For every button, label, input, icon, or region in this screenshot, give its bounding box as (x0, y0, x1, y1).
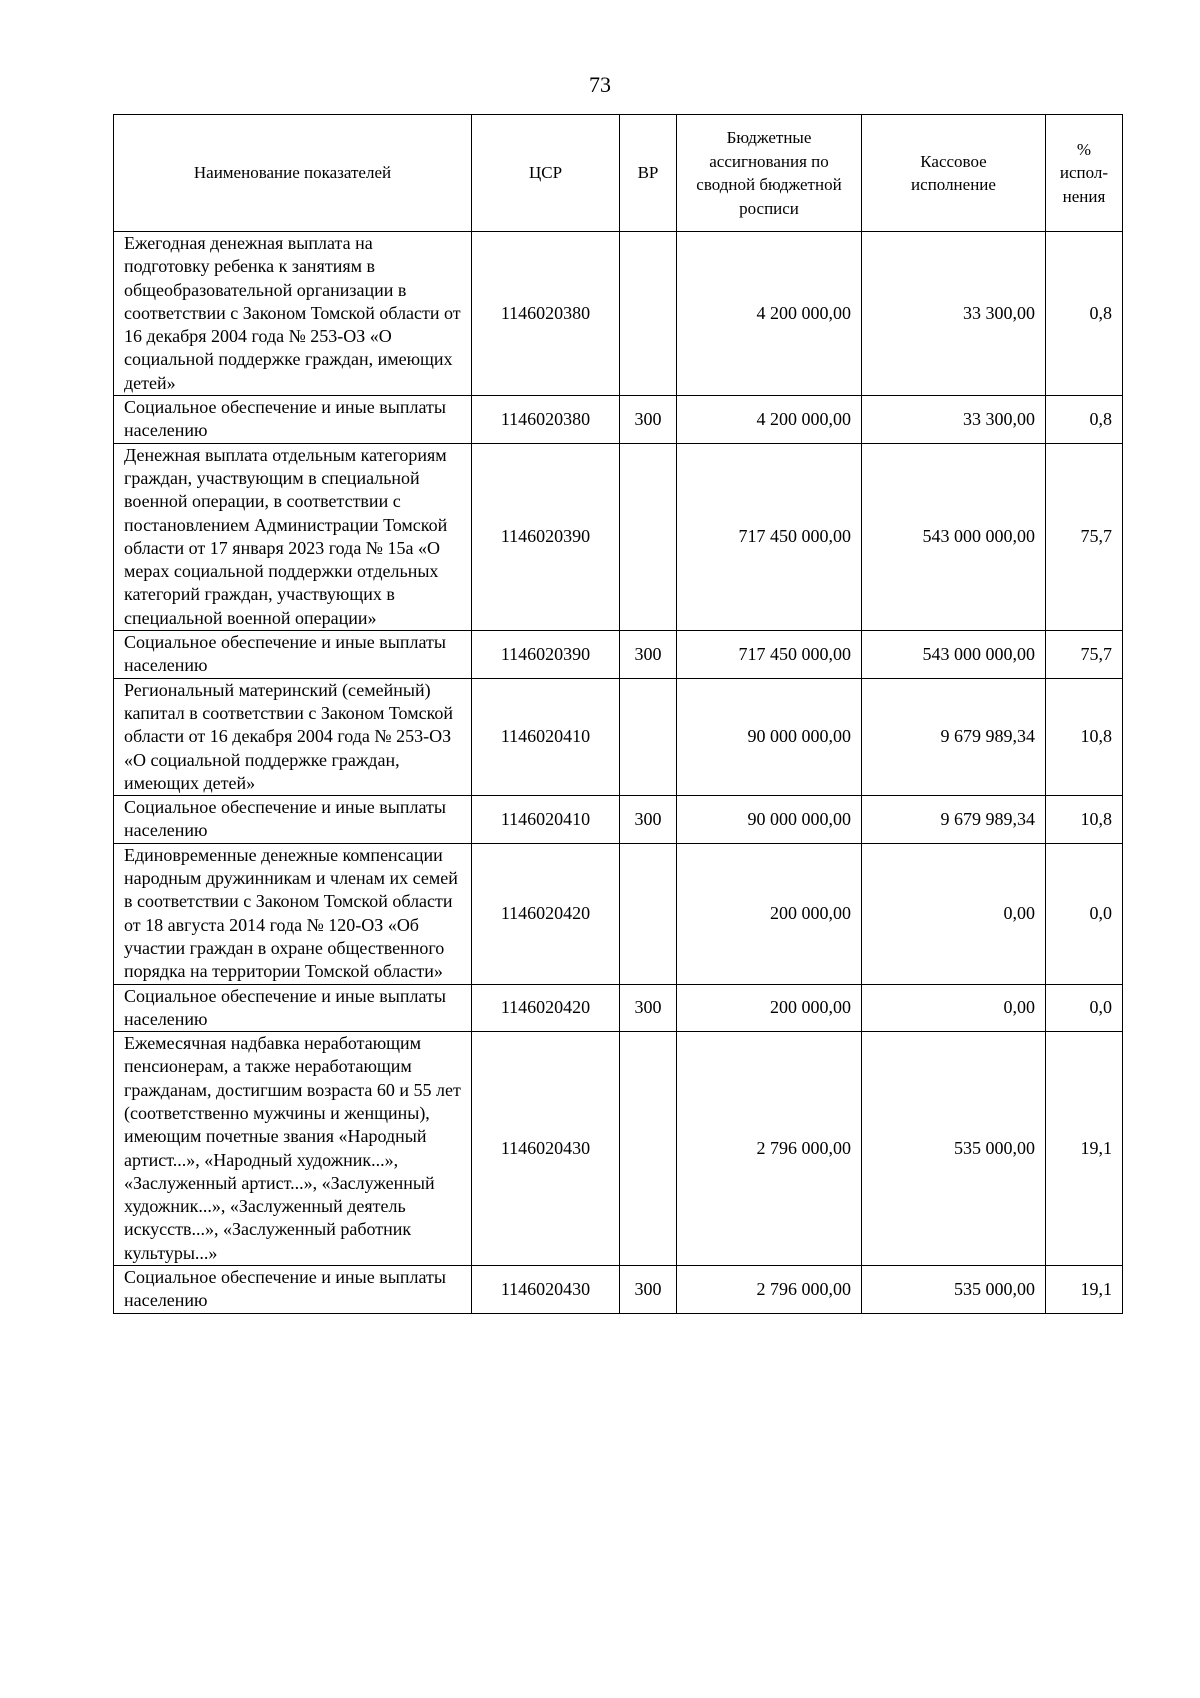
cell-vr: 300 (620, 396, 677, 444)
cell-pct: 0,0 (1046, 843, 1123, 984)
cell-name: Социальное обеспечение и иные выплаты населению (114, 796, 472, 844)
cell-fact: 9 679 989,34 (862, 678, 1046, 795)
cell-vr (620, 232, 677, 396)
budget-execution-table (113, 114, 1123, 1314)
cell-fact: 0,00 (862, 843, 1046, 984)
cell-plan: 4 200 000,00 (677, 396, 862, 444)
cell-pct: 0,0 (1046, 984, 1123, 1032)
cell-plan: 4 200 000,00 (677, 232, 862, 396)
cell-fact: 543 000 000,00 (862, 443, 1046, 630)
cell-vr: 300 (620, 796, 677, 844)
table-body (114, 232, 1123, 1314)
header-plan: Бюджетные ассигнования по сводной бюджетной росписи (677, 115, 862, 232)
table-row (114, 678, 1123, 795)
cell-plan: 90 000 000,00 (677, 796, 862, 844)
cell-csr: 1146020390 (472, 443, 620, 630)
table-header-row (114, 115, 1123, 232)
cell-csr: 1146020420 (472, 984, 620, 1032)
cell-fact: 535 000,00 (862, 1032, 1046, 1266)
cell-plan: 200 000,00 (677, 984, 862, 1032)
table-row (114, 396, 1123, 444)
table-row (114, 843, 1123, 984)
cell-vr (620, 843, 677, 984)
cell-csr: 1146020410 (472, 796, 620, 844)
cell-vr (620, 1032, 677, 1266)
cell-pct: 0,8 (1046, 232, 1123, 396)
table-row (114, 232, 1123, 396)
header-vr: ВР (620, 115, 677, 232)
cell-vr (620, 443, 677, 630)
cell-plan: 200 000,00 (677, 843, 862, 984)
table-row (114, 1266, 1123, 1314)
cell-pct: 19,1 (1046, 1266, 1123, 1314)
cell-name: Региональный материнский (семейный) капитал в соответствии с Законом Томской области от 16 декабря 2004 года № 253-ОЗ «О социальной поддержке граждан, имеющих детей» (114, 678, 472, 795)
table-row (114, 631, 1123, 679)
cell-vr: 300 (620, 631, 677, 679)
cell-pct: 19,1 (1046, 1032, 1123, 1266)
cell-pct: 10,8 (1046, 678, 1123, 795)
cell-csr: 1146020380 (472, 396, 620, 444)
cell-pct: 75,7 (1046, 443, 1123, 630)
page-number: 73 (589, 72, 611, 97)
cell-fact: 543 000 000,00 (862, 631, 1046, 679)
table-row (114, 1032, 1123, 1266)
cell-plan: 717 450 000,00 (677, 631, 862, 679)
cell-name: Денежная выплата отдельным категориям граждан, участвующим в специальной военной операции, в соответствии с постановлением Администрации Томской области от 17 января 2023 года № 15а «О мерах социальной поддержки отдельных категорий граждан, участвующих в специальной военной операции» (114, 443, 472, 630)
cell-pct: 0,8 (1046, 396, 1123, 444)
cell-name: Социальное обеспечение и иные выплаты населению (114, 396, 472, 444)
cell-name: Единовременные денежные компенсации народным дружинникам и членам их семей в соответствии с Законом Томской области от 18 августа 2014 года № 120-ОЗ «Об участии граждан в охране общественного порядка на территории Томской области» (114, 843, 472, 984)
table-row (114, 984, 1123, 1032)
cell-csr: 1146020430 (472, 1266, 620, 1314)
cell-pct: 75,7 (1046, 631, 1123, 679)
cell-fact: 33 300,00 (862, 232, 1046, 396)
cell-fact: 33 300,00 (862, 396, 1046, 444)
cell-fact: 535 000,00 (862, 1266, 1046, 1314)
cell-fact: 0,00 (862, 984, 1046, 1032)
header-name: Наименование показателей (114, 115, 472, 232)
cell-name: Ежегодная денежная выплата на подготовку ребенка к занятиям в общеобразовательной организации в соответствии с Законом Томской области от 16 декабря 2004 года № 253-ОЗ «О социальной поддержке граждан, имеющих детей» (114, 232, 472, 396)
cell-plan: 90 000 000,00 (677, 678, 862, 795)
header-pct: % испол-нения (1046, 115, 1123, 232)
cell-name: Ежемесячная надбавка неработающим пенсионерам, а также неработающим гражданам, достигшим возраста 60 и 55 лет (соответственно мужчины и женщины), имеющим почетные звания «Народный артист...», «Народный художник...», «Заслуженный артист...», «Заслуженный художник...», «Заслуженный деятель искусств...», «Заслуженный работник культуры...» (114, 1032, 472, 1266)
cell-pct: 10,8 (1046, 796, 1123, 844)
cell-plan: 2 796 000,00 (677, 1266, 862, 1314)
cell-name: Социальное обеспечение и иные выплаты населению (114, 631, 472, 679)
table-row (114, 443, 1123, 630)
cell-csr: 1146020390 (472, 631, 620, 679)
cell-fact: 9 679 989,34 (862, 796, 1046, 844)
cell-plan: 2 796 000,00 (677, 1032, 862, 1266)
table-row (114, 796, 1123, 844)
cell-csr: 1146020410 (472, 678, 620, 795)
header-csr: ЦСР (472, 115, 620, 232)
cell-name: Социальное обеспечение и иные выплаты населению (114, 1266, 472, 1314)
cell-name: Социальное обеспечение и иные выплаты населению (114, 984, 472, 1032)
cell-csr: 1146020430 (472, 1032, 620, 1266)
cell-vr: 300 (620, 984, 677, 1032)
cell-plan: 717 450 000,00 (677, 443, 862, 630)
header-fact: Кассовое исполнение (862, 115, 1046, 232)
cell-vr (620, 678, 677, 795)
cell-csr: 1146020380 (472, 232, 620, 396)
cell-vr: 300 (620, 1266, 677, 1314)
cell-csr: 1146020420 (472, 843, 620, 984)
